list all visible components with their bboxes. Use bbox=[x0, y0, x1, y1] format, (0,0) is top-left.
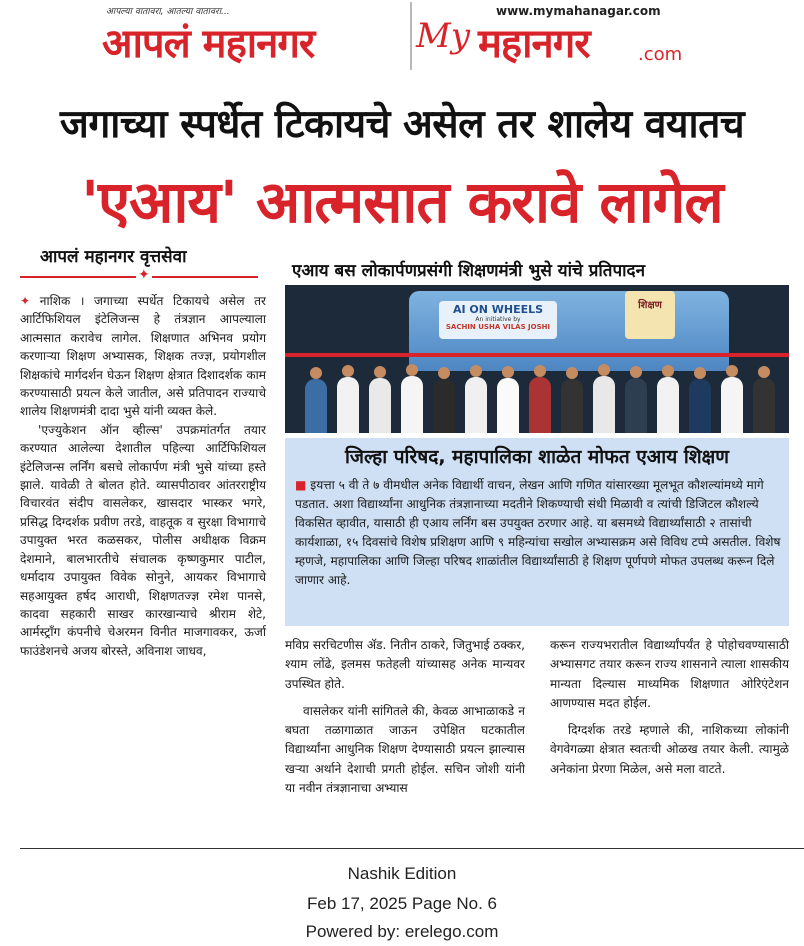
highlight-box-title: जिल्हा परिषद, महापालिका शाळेत मोफत एआय शिक्षण bbox=[285, 438, 789, 472]
person-head bbox=[598, 364, 610, 376]
person bbox=[465, 377, 487, 433]
person-head bbox=[630, 366, 642, 378]
masthead-com: .com bbox=[638, 44, 683, 65]
article-left-column bbox=[20, 292, 266, 660]
person bbox=[337, 377, 359, 433]
masthead-brand-marathi: आपलं महानगर bbox=[102, 21, 315, 67]
person bbox=[561, 379, 583, 433]
bus-sign bbox=[439, 301, 557, 339]
article-paragraph: वासलेकर यांनी सांगितले की, केवळ आभाळाकडे न बघता तळागाळात जाऊन उपेक्षित घटकातील विद्यार्थ्यांना आधुनिक शिक्षण देण्यासाठी प्रयत्न झाल्यास खऱ्या अर्थाने देशाची प्रगती होईल. सचिन जोशी यांनी या नवीन तंत्रज्ञानाचा अभ्यास bbox=[285, 703, 525, 796]
article-paragraph: मविप्र सरचिटणीस ॲड. नितीन ठाकरे, जितुभाई ठक्कर, श्याम लोंढे, इलमस फतेहली यांच्यासह अनेक मान्यवर उपस्थित होते. bbox=[285, 638, 525, 691]
article-paragraph: दिग्दर्शक तरडे म्हणाले की, नाशिकच्या लोकांनी वेगवेगळ्या क्षेत्रात स्वतःची ओळख तयार केली. त्यामुळे अनेकांना प्रेरणा मिळेल, असे मला वाटते. bbox=[550, 723, 789, 776]
person bbox=[625, 378, 647, 433]
masthead-right bbox=[416, 0, 704, 74]
person-head bbox=[662, 365, 674, 377]
bus-sign-name: SACHIN USHA VILAS JOSHI bbox=[445, 323, 551, 331]
byline: आपलं महानगर वृत्तसेवा bbox=[40, 247, 187, 267]
headline-line2: 'एआय' आत्मसात करावे लागेल bbox=[81, 168, 723, 236]
person bbox=[721, 377, 743, 433]
footer-powered-by: Powered by: erelego.com bbox=[305, 922, 499, 941]
person-head bbox=[438, 367, 450, 379]
bus-sign-subtitle: An initiative by bbox=[475, 316, 521, 323]
masthead bbox=[100, 0, 704, 74]
masthead-left bbox=[100, 0, 408, 74]
person-head bbox=[310, 367, 322, 379]
inauguration-ribbon bbox=[285, 353, 789, 357]
person bbox=[593, 376, 615, 433]
highlight-box-body: इयत्ता ५ वी ते ७ वीमधील अनेक विद्यार्थी वाचन, लेखन आणि गणित यांसारख्या मूलभूत कौशल्यांमध्ये मागे पडतात. अशा विद्यार्थ्यांना आधुनिक तंत्रज्ञानाच्या मदतीने शिकण्याची संधी मिळावी व त्यांची डिजिटल कौशल्ये विकसित व्हावीत, यासाठी ही एआय लर्निंग बस उपयुक्त ठरणार आहे. या बसमध्ये विद्यार्थ्यांसाठी २ तासांची कार्यशाळा, १५ दिवसांचे विशेष प्रशिक्षण आणि ९ महिन्यांचा सखोल अभ्यासक्रम असे विविध टप्पे असतील. विशेष म्हणजे, महापालिका आणि जिल्हा परिषद शाळांतील विद्यार्थ्यांसाठी हे शिक्षण पूर्णपणे मोफत उपलब्ध करून दिले जाणार आहे. bbox=[295, 478, 781, 587]
masthead-brand-mahanagar: महानगर bbox=[478, 21, 590, 67]
person-head bbox=[758, 366, 770, 378]
person bbox=[497, 378, 519, 433]
square-bullet-icon: ■ bbox=[295, 478, 311, 492]
footer-divider bbox=[20, 848, 804, 849]
star-icon: ✦ bbox=[138, 267, 150, 283]
person-head bbox=[534, 365, 546, 377]
person-head bbox=[406, 364, 418, 376]
person bbox=[369, 378, 391, 433]
person-head bbox=[470, 365, 482, 377]
article-right-column bbox=[550, 636, 789, 779]
person bbox=[657, 377, 679, 433]
crowd bbox=[285, 363, 789, 433]
bus-board: शिक्षण bbox=[625, 291, 675, 339]
headline-line1: जगाच्या स्पर्धेत टिकायचे असेल तर शालेय वयातच bbox=[59, 102, 745, 147]
article-middle-column bbox=[285, 636, 525, 798]
ai-bus bbox=[409, 291, 729, 371]
paragraph-text: नाशिक । जगाच्या स्पर्धेत टिकायचे असेल तर आर्टिफिशियल इंटेलिजन्स हे तंत्रज्ञान आपल्याला आत्मसात करावेच लागेल. शिक्षणात अभिनव प्रयोग करणाऱ्या शिक्षण अभ्यासक, शिक्षक तज्ज्ञ, प्रयोगशील शिक्षकांचे मार्गदर्शन घेऊन शिक्षण क्षेत्रात दिशादर्शक काम करण्यासाठी प्रयत्न केले जातील, असे प्रतिपादन राज्याचे शालेय शिक्षणमंत्री दादा भुसे यांनी व्यक्त केले. bbox=[20, 294, 266, 419]
person-head bbox=[726, 365, 738, 377]
news-photo bbox=[285, 285, 789, 433]
person bbox=[305, 379, 327, 433]
masthead-my: My bbox=[416, 16, 471, 56]
person bbox=[401, 376, 423, 433]
masthead-tagline: आपल्या वातावरा, आतल्या वातावरा... bbox=[106, 7, 230, 17]
star-icon: ✦ bbox=[20, 294, 40, 308]
masthead-divider bbox=[410, 2, 412, 70]
subheadline: एआय बस लोकार्पणप्रसंगी शिक्षणमंत्री भुसे यांचे प्रतिपादन bbox=[292, 261, 646, 281]
article-paragraph: 'एज्युकेशन ऑन व्हील्स' उपक्रमांतर्गत तयार करण्यात आलेल्या देशातील पहिल्या आर्टिफिशियल इंटेलिजन्स लर्निंग बसचे लोकार्पण मंत्री भुसे यांच्या हस्ते झाले. यावेळी ते बोलत होते. व्यासपीठावर आंतरराष्ट्रीय विचारवंत संदीप वासलेकर, खासदार भास्कर भगरे, प्रसिद्ध दिग्दर्शक प्रवीण तरडे, वाहतूक व सुरक्षा विभागाचे उपायुक्त भरत कळसकर, पोलीस अधीक्षक विक्रम देशमाने, बालभारतीचे संचालक कृष्णकुमार पाटील, धर्मादाय उपायुक्त विवेक सोनुने, आयकर विभागाचे सहआयुक्त हर्षद आराधी, शिक्षणतज्ज्ञ रमेश पानसे, कादवा सहकारी साखर कारखान्याचे श्रीराम शेटे, आर्मस्ट्राँग कंपनीचे चेअरमन विनीत माजगावकर, ऊर्जा फाउंडेशनचे अजय बोरस्ते, अविनाश जाधव, bbox=[20, 422, 266, 658]
article-paragraph: करून राज्यभरातील विद्यार्थ्यांपर्यंत हे पोहोचवण्यासाठी अभ्यासगट तयार करून राज्य शासनाने त्याला शासकीय मान्यता दिल्यास माध्यमिक शिक्षणात ओरिएंटेशन आणण्यास मदत होईल. bbox=[550, 638, 789, 710]
person-head bbox=[502, 366, 514, 378]
person-head bbox=[694, 367, 706, 379]
bus-sign-title: AI ON WHEELS bbox=[452, 303, 544, 316]
person bbox=[529, 377, 551, 433]
person-head bbox=[342, 365, 354, 377]
person bbox=[689, 379, 711, 433]
article-paragraph bbox=[20, 292, 266, 421]
person-head bbox=[374, 366, 386, 378]
highlight-box-text bbox=[285, 472, 789, 626]
person bbox=[753, 378, 775, 433]
footer-edition: Nashik Edition bbox=[347, 864, 457, 883]
footer-date-page: Feb 17, 2025 Page No. 6 bbox=[307, 894, 497, 913]
person bbox=[433, 379, 455, 433]
masthead-url: www.mymahanagar.com bbox=[496, 4, 661, 18]
person-head bbox=[566, 367, 578, 379]
